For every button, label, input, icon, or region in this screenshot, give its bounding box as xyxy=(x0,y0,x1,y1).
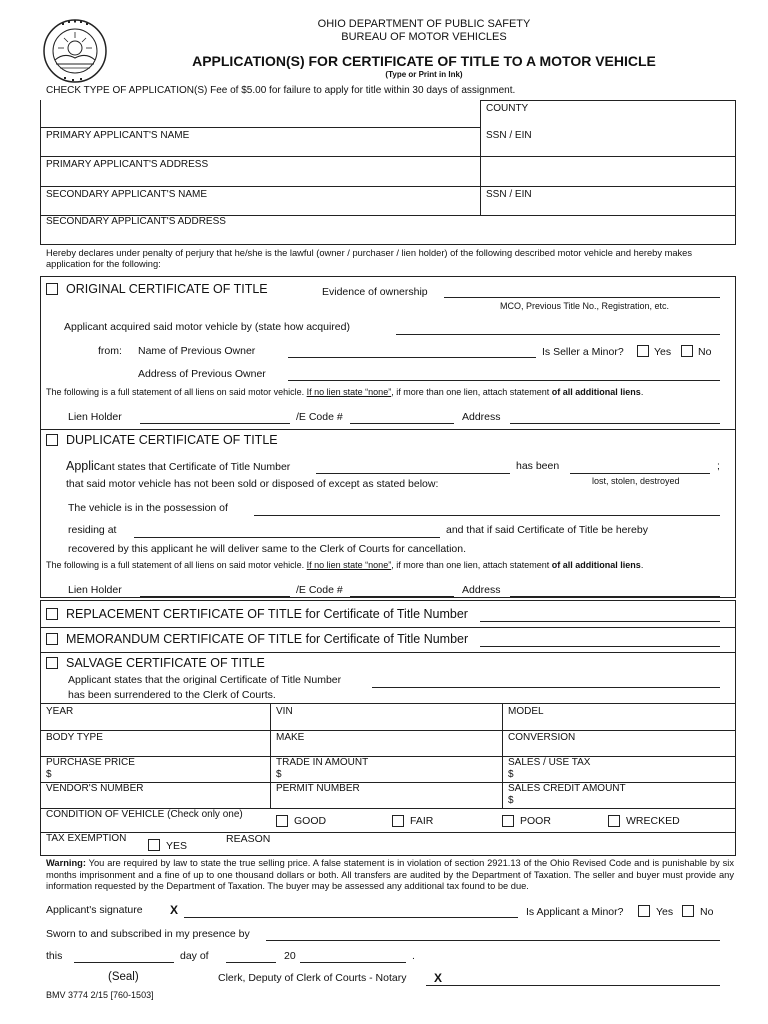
vehicle-grid xyxy=(40,704,736,856)
period: . xyxy=(412,950,415,962)
and-that-label: and that if said Certificate of Title be hereby xyxy=(446,524,648,536)
purchase-price-field[interactable]: PURCHASE PRICE xyxy=(46,757,135,768)
trade-in-field[interactable]: TRADE IN AMOUNT xyxy=(276,757,369,768)
year-input[interactable] xyxy=(300,962,406,963)
trade-dollar: $ xyxy=(276,769,282,780)
dept-name: OHIO DEPARTMENT OF PUBLIC SAFETY xyxy=(317,18,531,30)
condition-good-label: GOOD xyxy=(294,815,327,827)
sworn-label: Sworn to and subscribed in my presence by xyxy=(46,928,250,940)
original-checkbox[interactable] xyxy=(46,283,58,295)
salvage-surrendered-label: has been surrendered to the Clerk of Courts. xyxy=(68,689,276,701)
lien-address-label: Address xyxy=(462,411,501,423)
dup-ecode-label: /E Code # xyxy=(296,584,343,596)
memorandum-input[interactable] xyxy=(480,646,720,647)
ecode-label: /E Code # xyxy=(296,411,343,423)
has-been-label: has been xyxy=(516,460,560,472)
primary-address-field[interactable]: PRIMARY APPLICANT'S ADDRESS xyxy=(46,159,209,170)
seal-label: (Seal) xyxy=(108,971,139,983)
applicant-minor-no-label: No xyxy=(700,906,714,918)
prev-address-input[interactable] xyxy=(288,380,720,381)
salvage-states-label: Applicant states that the original Certificate of Title Number xyxy=(68,674,342,686)
salvage-label: SALVAGE CERTIFICATE OF TITLE xyxy=(66,656,265,670)
lien-address-input[interactable] xyxy=(510,423,720,424)
dup-lien-holder-label: Lien Holder xyxy=(68,584,122,596)
memorandum-label: MEMORANDUM CERTIFICATE OF TITLE for Certificate of Title Number xyxy=(66,632,469,646)
purchase-dollar: $ xyxy=(46,769,52,780)
recovered-label: recovered by this applicant he will deliver same to the Clerk of Courts for cancellation. xyxy=(68,543,467,555)
body-type-field[interactable]: BODY TYPE xyxy=(46,732,103,743)
replacement-input[interactable] xyxy=(480,621,720,622)
make-field[interactable]: MAKE xyxy=(276,732,305,743)
dup-lien-statement: The following is a full statement of all liens on said motor vehicle. If no lien state “none”, if more than one lien, attach statement of all additional liens. xyxy=(46,560,644,570)
dup-ecode-input[interactable] xyxy=(350,596,454,597)
secondary-address-field[interactable]: SECONDARY APPLICANT'S ADDRESS xyxy=(46,216,226,227)
possession-input[interactable] xyxy=(254,515,720,516)
semicolon: ; xyxy=(717,460,720,472)
vendor-number-field[interactable]: VENDOR'S NUMBER xyxy=(46,783,144,794)
sales-credit-field[interactable]: SALES CREDIT AMOUNT xyxy=(508,783,626,794)
county-field[interactable]: COUNTY xyxy=(486,103,529,114)
dup-lien-address-input[interactable] xyxy=(510,596,720,597)
tax-exemption-label: TAX EXEMPTION xyxy=(46,833,127,844)
condition-poor-checkbox[interactable] xyxy=(502,815,514,827)
conversion-field[interactable]: CONVERSION xyxy=(508,732,576,743)
condition-poor-label: POOR xyxy=(520,815,551,827)
has-been-input[interactable] xyxy=(570,473,710,474)
ecode-input[interactable] xyxy=(350,423,454,424)
warning-text: Warning: You are required by law to state the true selling price. A false statement is in violation of section 2921.13 of the Ohio Revised Code and is punishable by six months imprisonment and a fine of up to one thousand dollars or both. All transfers are audited by the Department of Taxation. The seller and buyer must provide any information requested by the Department of Taxation. The buyer may be assessed any additional tax found to be due. xyxy=(46,858,734,891)
reason-label: REASON xyxy=(226,833,271,845)
clerk-x: X xyxy=(434,971,443,985)
condition-wrecked-checkbox[interactable] xyxy=(608,815,620,827)
acquired-label: Applicant acquired said motor vehicle by (state how acquired) xyxy=(64,321,350,333)
sales-tax-field[interactable]: SALES / USE TAX xyxy=(508,757,591,768)
seller-minor-label: Is Seller a Minor? xyxy=(542,346,624,358)
evidence-hint: MCO, Previous Title No., Registration, etc. xyxy=(500,301,670,311)
form-number: BMV 3774 2/15 [760-1503] xyxy=(46,990,154,1000)
tax-dollar: $ xyxy=(508,769,514,780)
lien-holder-label: Lien Holder xyxy=(68,411,122,423)
secondary-name-field[interactable]: SECONDARY APPLICANT'S NAME xyxy=(46,189,208,200)
model-field[interactable]: MODEL xyxy=(508,706,544,717)
duplicate-label: DUPLICATE CERTIFICATE OF TITLE xyxy=(66,433,278,447)
primary-ssn-field[interactable]: SSN / EIN xyxy=(486,130,532,141)
acquired-input[interactable] xyxy=(396,334,720,335)
declaration-text: Hereby declares under penalty of perjury that he/she is the lawful (owner / purchaser / lien holder) of the following described motor vehicle and hereby makes application for the following: xyxy=(46,248,692,269)
applicant-minor-yes-checkbox[interactable] xyxy=(638,905,650,917)
dup-title-number-input[interactable] xyxy=(316,473,510,474)
replacement-checkbox[interactable] xyxy=(46,608,58,620)
lien-statement: The following is a full statement of all liens on said motor vehicle. If no lien state “none”, if more than one lien, attach statement of all additional liens. xyxy=(46,387,644,397)
clerk-signature-input[interactable] xyxy=(426,985,720,986)
lost-hint: lost, stolen, destroyed xyxy=(592,476,680,486)
seller-minor-yes-checkbox[interactable] xyxy=(637,345,649,357)
original-label: ORIGINAL CERTIFICATE OF TITLE xyxy=(66,282,268,296)
tax-exempt-yes-label: YES xyxy=(166,840,188,852)
secondary-ssn-field[interactable]: SSN / EIN xyxy=(486,189,532,200)
condition-fair-checkbox[interactable] xyxy=(392,815,404,827)
salvage-title-input[interactable] xyxy=(372,687,720,688)
from-label: from: xyxy=(98,345,122,357)
signature-x: X xyxy=(170,903,179,917)
seller-minor-no-label: No xyxy=(698,346,712,358)
month-input[interactable] xyxy=(226,962,276,963)
check-type-instruction: CHECK TYPE OF APPLICATION(S) Fee of $5.00 for failure to apply for title within 30 days of assignment. xyxy=(46,85,516,96)
year-20-label: 20 xyxy=(284,950,296,962)
primary-name-field[interactable]: PRIMARY APPLICANT'S NAME xyxy=(46,130,190,141)
dup-states-label: Applicant states that Certificate of Title Number xyxy=(66,459,291,473)
condition-wrecked-label: WRECKED xyxy=(626,815,680,827)
sworn-input[interactable] xyxy=(266,940,720,941)
applicant-minor-yes-label: Yes xyxy=(656,906,674,918)
duplicate-section xyxy=(40,430,736,598)
day-input[interactable] xyxy=(74,962,174,963)
not-sold-label: that said motor vehicle has not been sold or disposed of except as stated below: xyxy=(66,478,439,490)
permit-number-field[interactable]: PERMIT NUMBER xyxy=(276,783,360,794)
replacement-label: REPLACEMENT CERTIFICATE OF TITLE for Certificate of Title Number xyxy=(66,607,468,621)
prev-owner-label: Name of Previous Owner xyxy=(138,345,256,357)
applicant-signature-label: Applicant's signature xyxy=(46,904,143,916)
form-subtitle: (Type or Print in Ink) xyxy=(385,70,463,79)
clerk-label: Clerk, Deputy of Clerk of Courts - Notary xyxy=(218,972,407,984)
applicant-minor-no-checkbox[interactable] xyxy=(682,905,694,917)
bureau-name: BUREAU OF MOTOR VEHICLES xyxy=(341,31,507,43)
condition-good-checkbox[interactable] xyxy=(276,815,288,827)
year-field[interactable]: YEAR xyxy=(46,706,74,717)
tax-exempt-yes-checkbox[interactable] xyxy=(148,839,160,851)
prev-address-label: Address of Previous Owner xyxy=(138,368,266,380)
applicant-signature-input[interactable] xyxy=(184,917,518,918)
condition-fair-label: FAIR xyxy=(410,815,434,827)
dup-lien-holder-input[interactable] xyxy=(140,596,290,597)
prev-owner-input[interactable] xyxy=(288,357,536,358)
vin-field[interactable]: VIN xyxy=(276,706,293,717)
condition-label: CONDITION OF VEHICLE (Check only one) xyxy=(46,809,243,820)
day-of-label: day of xyxy=(180,950,209,962)
evidence-input[interactable] xyxy=(444,297,720,298)
seller-minor-yes-label: Yes xyxy=(654,346,672,358)
this-label: this xyxy=(46,950,63,962)
form-title: APPLICATION(S) FOR CERTIFICATE OF TITLE TO A MOTOR VEHICLE xyxy=(192,53,656,69)
duplicate-checkbox[interactable] xyxy=(46,434,58,446)
memorandum-checkbox[interactable] xyxy=(46,633,58,645)
evidence-label: Evidence of ownership xyxy=(322,286,428,298)
applicant-minor-label: Is Applicant a Minor? xyxy=(526,906,624,918)
residing-input[interactable] xyxy=(134,537,440,538)
possession-label: The vehicle is in the possession of xyxy=(68,502,228,514)
credit-dollar: $ xyxy=(508,795,514,806)
dup-lien-address-label: Address xyxy=(462,584,501,596)
lien-holder-input[interactable] xyxy=(140,423,290,424)
seller-minor-no-checkbox[interactable] xyxy=(681,345,693,357)
salvage-checkbox[interactable] xyxy=(46,657,58,669)
residing-label: residing at xyxy=(68,524,117,536)
